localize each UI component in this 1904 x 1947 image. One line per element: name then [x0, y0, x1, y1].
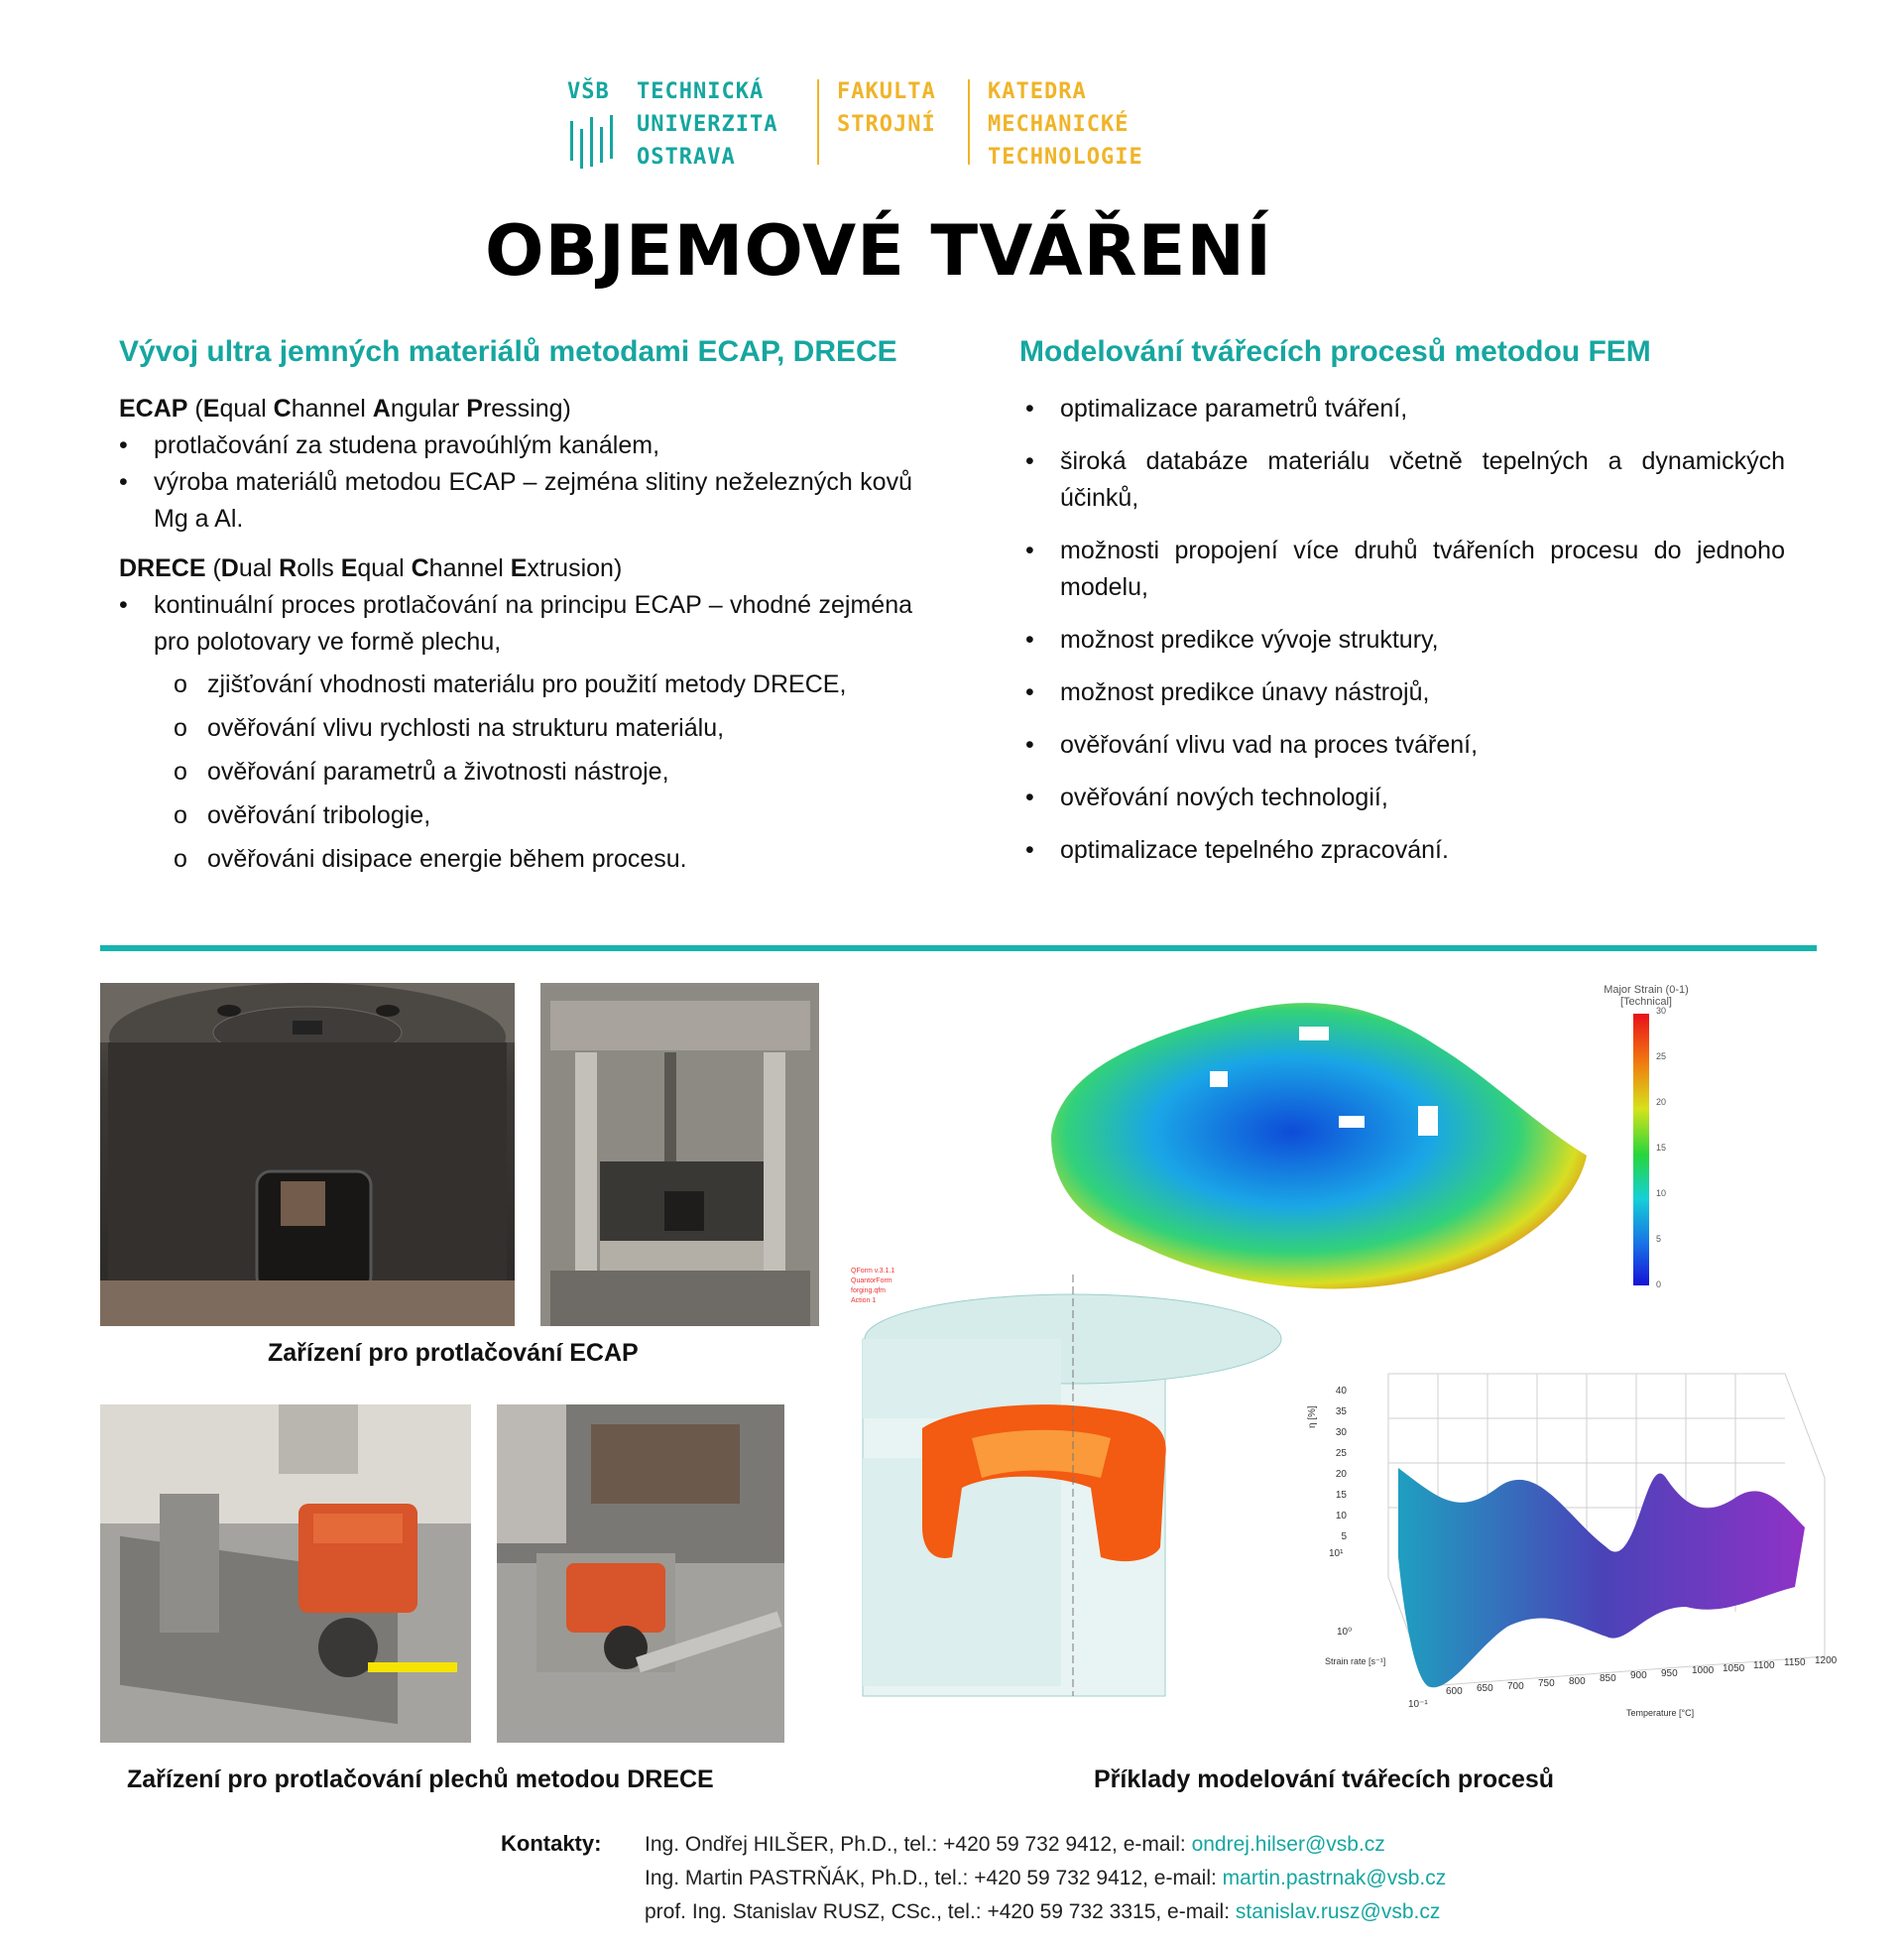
list-item-text: ověřování tribologie,	[207, 801, 431, 829]
initial-letter: D	[220, 554, 239, 582]
initial-letter: P	[466, 395, 483, 423]
list-item	[119, 427, 912, 464]
forging-simulation-image	[853, 1260, 1304, 1706]
circle-bullet-icon: o	[174, 670, 187, 698]
bullet-icon: •	[119, 431, 128, 459]
dept-line-3: TECHNOLOGIE	[988, 145, 1143, 170]
legend-title: Major Strain (0-1)	[1604, 984, 1689, 996]
y-tick: 10⁰	[1337, 1627, 1353, 1638]
legend-tick: 30	[1656, 1006, 1667, 1016]
y-tick: 10¹	[1329, 1548, 1344, 1559]
abbreviation: DRECE	[119, 554, 206, 582]
list-item-text: možnost predikce únavy nástrojů,	[1060, 678, 1430, 706]
circle-bullet-icon: o	[174, 845, 187, 873]
university-name	[637, 75, 777, 174]
bullet-icon: •	[1025, 731, 1034, 759]
contact-details: Ing. Martin PASTRŇÁK, Ph.D., tel.: +420 59 732 9412, e-mail:	[645, 1867, 1223, 1889]
logo-separator	[968, 79, 970, 165]
initial-letter: E	[340, 554, 358, 582]
word-rest: xtrusion	[527, 554, 614, 582]
z-tick: 5	[1341, 1531, 1347, 1542]
faculty-name	[837, 75, 936, 141]
uni-line-2: UNIVERZITA	[637, 112, 778, 137]
word-rest: hannel	[291, 395, 373, 423]
bullet-icon: •	[1025, 626, 1034, 654]
list-item-text: protlačování za studena pravoúhlým kanálem,	[154, 431, 660, 459]
qform-info	[851, 1267, 894, 1306]
sub-list-item	[119, 797, 912, 834]
qform-line: QuantorForm	[851, 1278, 892, 1284]
ecap-heading: ECAP (Equal Channel Angular Pressing)	[119, 395, 571, 423]
left-section-title: Vývoj ultra jemných materiálů metodami ECAP, DRECE	[119, 335, 897, 368]
x-axis-label: Temperature [°C]	[1626, 1708, 1695, 1718]
word-rest: hannel	[428, 554, 511, 582]
initial-letter: C	[273, 395, 292, 423]
legend-tick: 20	[1656, 1097, 1667, 1107]
right-section-body	[1019, 391, 1785, 885]
z-tick: 20	[1335, 1469, 1347, 1480]
list-item-text: ověřování vlivu rychlosti na strukturu materiálu,	[207, 714, 725, 742]
bullet-icon: •	[1025, 537, 1034, 564]
contact-line	[645, 1833, 1385, 1857]
legend-color-bar	[1633, 1014, 1649, 1285]
bullet-icon: •	[1025, 395, 1034, 423]
list-item	[1019, 622, 1785, 659]
abbreviation: ECAP	[119, 395, 188, 423]
z-tick: 35	[1335, 1406, 1347, 1417]
x-tick: 750	[1538, 1678, 1555, 1690]
contacts-label: Kontakty:	[501, 1831, 602, 1856]
x-tick: 900	[1630, 1670, 1647, 1682]
x-tick: 1050	[1723, 1662, 1745, 1674]
dept-line-1: KATEDRA	[988, 79, 1087, 104]
circle-bullet-icon: o	[174, 801, 187, 829]
list-item	[1019, 391, 1785, 427]
initial-letter: E	[510, 554, 528, 582]
legend-tick: 5	[1656, 1234, 1662, 1244]
x-tick: 1000	[1692, 1665, 1715, 1677]
sub-list-item	[119, 841, 912, 878]
x-tick: 1200	[1815, 1654, 1838, 1666]
section-divider	[100, 945, 1817, 951]
list-item	[1019, 533, 1785, 606]
bullet-icon: •	[119, 468, 128, 496]
contact-details: prof. Ing. Stanislav RUSZ, CSc., tel.: +420 59 732 3315, e-mail:	[645, 1900, 1236, 1923]
list-item-text: ověřování vlivu vad na proces tváření,	[1060, 731, 1479, 759]
word-rest: olls	[297, 554, 341, 582]
x-tick: 850	[1600, 1673, 1616, 1684]
z-tick: 25	[1335, 1448, 1347, 1459]
ecap-die-photo	[100, 983, 515, 1326]
word-rest: ual	[238, 554, 280, 582]
list-item-text: možnost predikce vývoje struktury,	[1060, 626, 1439, 654]
contact-details: Ing. Ondřej HILŠER, Ph.D., tel.: +420 59 732 9412, e-mail:	[645, 1833, 1192, 1856]
z-axis-label: η [%]	[1307, 1405, 1318, 1428]
list-item	[1019, 443, 1785, 517]
bullet-icon: •	[1025, 678, 1034, 706]
list-item-text: kontinuální proces protlačování na principu ECAP – vhodné zejména pro polotovary ve formě plechu,	[154, 591, 912, 656]
drece-machine-photo-2	[497, 1404, 784, 1743]
word-rest: qual	[357, 554, 412, 582]
legend-subtitle: [Technical]	[1620, 996, 1672, 1008]
y-axis-label: Strain rate [s⁻¹]	[1325, 1656, 1386, 1666]
sub-list-item	[119, 667, 912, 703]
legend-tick: 15	[1656, 1143, 1667, 1153]
x-tick: 1150	[1784, 1657, 1806, 1669]
z-tick: 10	[1335, 1511, 1347, 1521]
x-ticks	[1446, 1654, 1843, 1706]
drece-caption: Zařízení pro protlačování plechů metodou DRECE	[127, 1765, 714, 1793]
bullet-icon: •	[1025, 836, 1034, 864]
left-section-body	[119, 391, 912, 878]
fem-caption: Příklady modelování tvářecích procesů	[1094, 1765, 1555, 1793]
sub-list-item	[119, 710, 912, 747]
z-tick: 15	[1335, 1490, 1347, 1501]
ecap-press-photo	[540, 983, 819, 1326]
initial-letter: A	[372, 395, 391, 423]
word-rest: ngular	[390, 395, 467, 423]
email-link[interactable]: martin.pastrnak@vsb.cz	[1222, 1867, 1447, 1889]
logo-separator	[817, 79, 819, 165]
list-item-text: optimalizace tepelného zpracování.	[1060, 836, 1449, 864]
contact-line	[645, 1867, 1446, 1890]
initial-letter: E	[202, 395, 220, 423]
list-item	[119, 587, 912, 661]
list-item	[1019, 832, 1785, 869]
initial-letter: R	[279, 554, 298, 582]
dept-line-2: MECHANICKÉ	[988, 112, 1130, 137]
qform-line: Action 1	[851, 1297, 877, 1304]
page-title: OBJEMOVÉ TVÁŘENÍ	[484, 210, 1273, 292]
x-tick: 650	[1477, 1683, 1493, 1695]
legend-tick: 0	[1656, 1279, 1662, 1289]
strain-legend	[1587, 984, 1706, 1008]
list-item-text: možnosti propojení více druhů tvářeních procesu do jednoho modelu,	[1060, 537, 1785, 601]
contact-line	[645, 1900, 1440, 1924]
x-tick: 950	[1661, 1667, 1678, 1679]
z-tick: 40	[1335, 1386, 1347, 1397]
legend-tick: 10	[1656, 1188, 1667, 1198]
list-item-text: široká databáze materiálu včetně tepelných a dynamických účinků,	[1060, 447, 1785, 512]
ecap-caption: Zařízení pro protlačování ECAP	[268, 1339, 639, 1367]
list-item-text: zjišťování vhodnosti materiálu pro použití metody DRECE,	[207, 670, 847, 698]
email-link[interactable]: stanislav.rusz@vsb.cz	[1235, 1900, 1441, 1923]
faculty-line-2: STROJNÍ	[837, 112, 936, 137]
x-tick: 1100	[1753, 1660, 1775, 1671]
drece-heading: DRECE (Dual Rolls Equal Channel Extrusion)	[119, 554, 623, 582]
list-item-text: výroba materiálů metodou ECAP – zejména slitiny neželezných kovů Mg a Al.	[154, 468, 912, 533]
vsb-text: VŠB	[567, 79, 610, 104]
department-name	[988, 75, 1143, 174]
list-item-text: ověřování parametrů a životnosti nástroje,	[207, 758, 669, 786]
uni-line-3: OSTRAVA	[637, 145, 736, 170]
list-item	[1019, 780, 1785, 816]
circle-bullet-icon: o	[174, 714, 187, 742]
faculty-line-1: FAKULTA	[837, 79, 936, 104]
word-rest: ressing	[482, 395, 563, 423]
list-item	[1019, 727, 1785, 764]
list-item-text: ověřování nových technologií,	[1060, 784, 1388, 811]
list-item-text: optimalizace parametrů tváření,	[1060, 395, 1408, 423]
sub-list-item	[119, 754, 912, 791]
uni-line-1: TECHNICKÁ	[637, 79, 765, 104]
qform-line: forging.qfm	[851, 1287, 887, 1294]
list-item	[119, 464, 912, 538]
initial-letter: C	[411, 554, 429, 582]
circle-bullet-icon: o	[174, 758, 187, 786]
x-tick: 800	[1569, 1675, 1586, 1687]
bullet-icon: •	[119, 591, 128, 619]
y-tick: 10⁻¹	[1408, 1699, 1428, 1710]
x-tick: 700	[1507, 1680, 1524, 1692]
x-tick: 600	[1446, 1686, 1463, 1697]
list-item	[1019, 674, 1785, 711]
z-tick: 30	[1335, 1427, 1347, 1438]
right-section-title: Modelování tvářecích procesů metodou FEM	[1019, 335, 1651, 368]
bullet-icon: •	[1025, 784, 1034, 811]
word-rest: qual	[219, 395, 274, 423]
email-link[interactable]: ondrej.hilser@vsb.cz	[1191, 1833, 1385, 1856]
qform-line: QForm v.3.1.1	[851, 1268, 895, 1275]
bullet-icon: •	[1025, 447, 1034, 475]
z-ticks	[1319, 1381, 1347, 1547]
legend-tick: 25	[1656, 1051, 1667, 1061]
legend-ticks	[1656, 1006, 1686, 1293]
list-item-text: ověřováni disipace energie během procesu.	[207, 845, 687, 873]
drece-machine-photo-1	[100, 1404, 471, 1743]
vsb-mark	[567, 75, 610, 108]
vsb-bars-icon	[569, 113, 615, 171]
